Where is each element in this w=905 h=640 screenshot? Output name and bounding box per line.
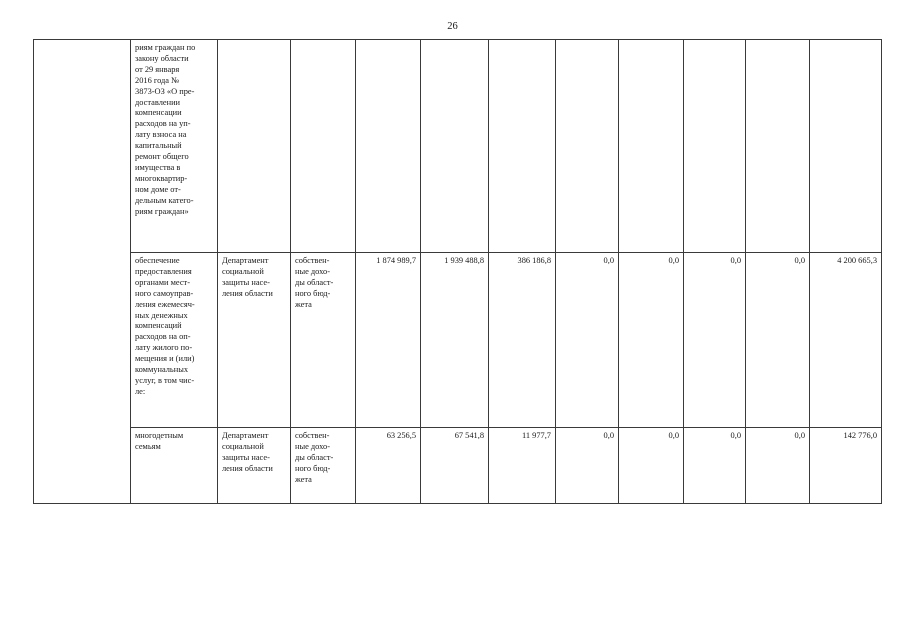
value-cell — [746, 40, 810, 253]
value-cell — [556, 40, 619, 253]
value-cell: 0,0 — [684, 253, 746, 428]
value-cell — [810, 40, 882, 253]
executor-cell: Департамент социальной защиты насе- ления области — [218, 253, 291, 428]
table-row — [34, 428, 882, 504]
row-header-cell — [34, 40, 131, 504]
name-cell: многодетным семьям — [131, 428, 218, 504]
value-cell: 0,0 — [619, 253, 684, 428]
source-cell: собствен- ные дохо- ды област- ного бюд- жета — [291, 253, 356, 428]
value-cell: 0,0 — [619, 428, 684, 504]
table-row — [34, 253, 882, 428]
value-cell — [421, 40, 489, 253]
source-cell — [291, 40, 356, 253]
value-cell: 0,0 — [684, 428, 746, 504]
page-number: 26 — [447, 21, 458, 32]
value-cell: 4 200 665,3 — [810, 253, 882, 428]
value-cell: 11 977,7 — [489, 428, 556, 504]
value-cell: 1 874 989,7 — [356, 253, 421, 428]
value-cell — [356, 40, 421, 253]
value-cell: 67 541,8 — [421, 428, 489, 504]
value-cell: 0,0 — [746, 253, 810, 428]
value-cell: 386 186,8 — [489, 253, 556, 428]
name-cell: обеспечение предоставления органами мест- ного самоуправ- ления ежемесяч- ных денежных компенсаций расходов на оп- лату жилого по- мещения и (или) коммунальных услуг, в том чис- ле: — [131, 253, 218, 428]
value-cell: 0,0 — [556, 428, 619, 504]
value-cell — [684, 40, 746, 253]
executor-cell — [218, 40, 291, 253]
value-cell: 63 256,5 — [356, 428, 421, 504]
value-cell — [619, 40, 684, 253]
value-cell — [489, 40, 556, 253]
source-cell: собствен- ные дохо- ды област- ного бюд- жета — [291, 428, 356, 504]
value-cell: 142 776,0 — [810, 428, 882, 504]
name-cell: риям граждан по закону области от 29 января 2016 года № 3873-ОЗ «О пре- доставлении компенсации расходов на уп- лату взноса на капитальный ремонт общего имущества в многоквартир- ном доме от- дельным катего- риям граждан» — [131, 40, 218, 253]
value-cell: 0,0 — [746, 428, 810, 504]
executor-cell: Департамент социальной защиты насе- ления области — [218, 428, 291, 504]
budget-table — [33, 39, 882, 504]
table-row — [34, 40, 882, 253]
value-cell: 1 939 488,8 — [421, 253, 489, 428]
value-cell: 0,0 — [556, 253, 619, 428]
